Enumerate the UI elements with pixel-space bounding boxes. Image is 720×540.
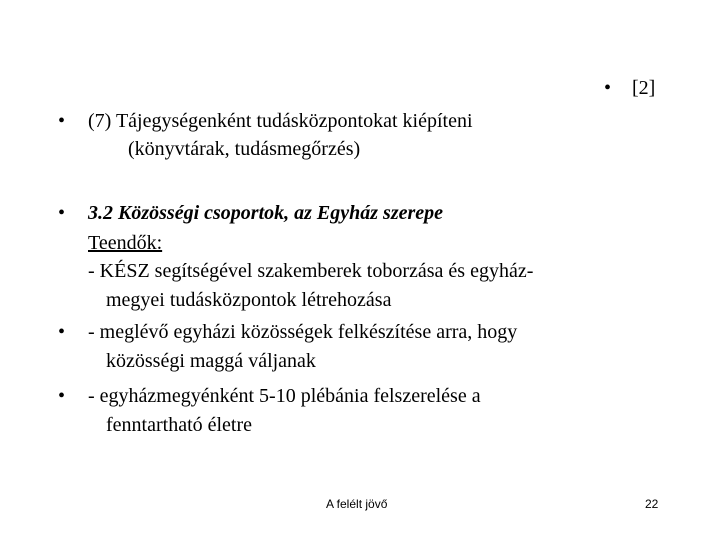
bullet-3-line-1: - meglévő egyházi közösségek felkészítése arra, hogy (88, 321, 518, 343)
bullet-2-line-1: - KÉSZ segítségével szakemberek toborzása és egyház- (88, 260, 534, 282)
bullet-1-line-1: (7) Tájegységenként tudásközpontokat kiépíteni (88, 110, 473, 132)
reference-label: [2] (632, 77, 656, 99)
footer-title: A felélt jövő (326, 497, 388, 511)
bullet-marker: • (58, 385, 66, 407)
bullet-4-line-1: - egyházmegyénként 5-10 plébánia felszerelése a (88, 385, 481, 407)
bullet-1-line-2: (könyvtárak, tudásmegőrzés) (128, 138, 361, 160)
bullet-4-line-2: fenntartható életre (106, 414, 253, 436)
bullet-2-line-2: megyei tudásközpontok létrehozása (106, 289, 392, 311)
bullet-marker: • (58, 202, 66, 224)
section-subheading: Teendők: (88, 232, 163, 254)
bullet-marker: • (58, 321, 66, 343)
reference-bullet: • (604, 77, 612, 99)
bullet-marker: • (58, 110, 66, 132)
bullet-3-line-2: közösségi maggá váljanak (106, 350, 316, 372)
page-number: 22 (645, 497, 659, 511)
section-heading: 3.2 Közösségi csoportok, az Egyház szerepe (88, 202, 444, 224)
